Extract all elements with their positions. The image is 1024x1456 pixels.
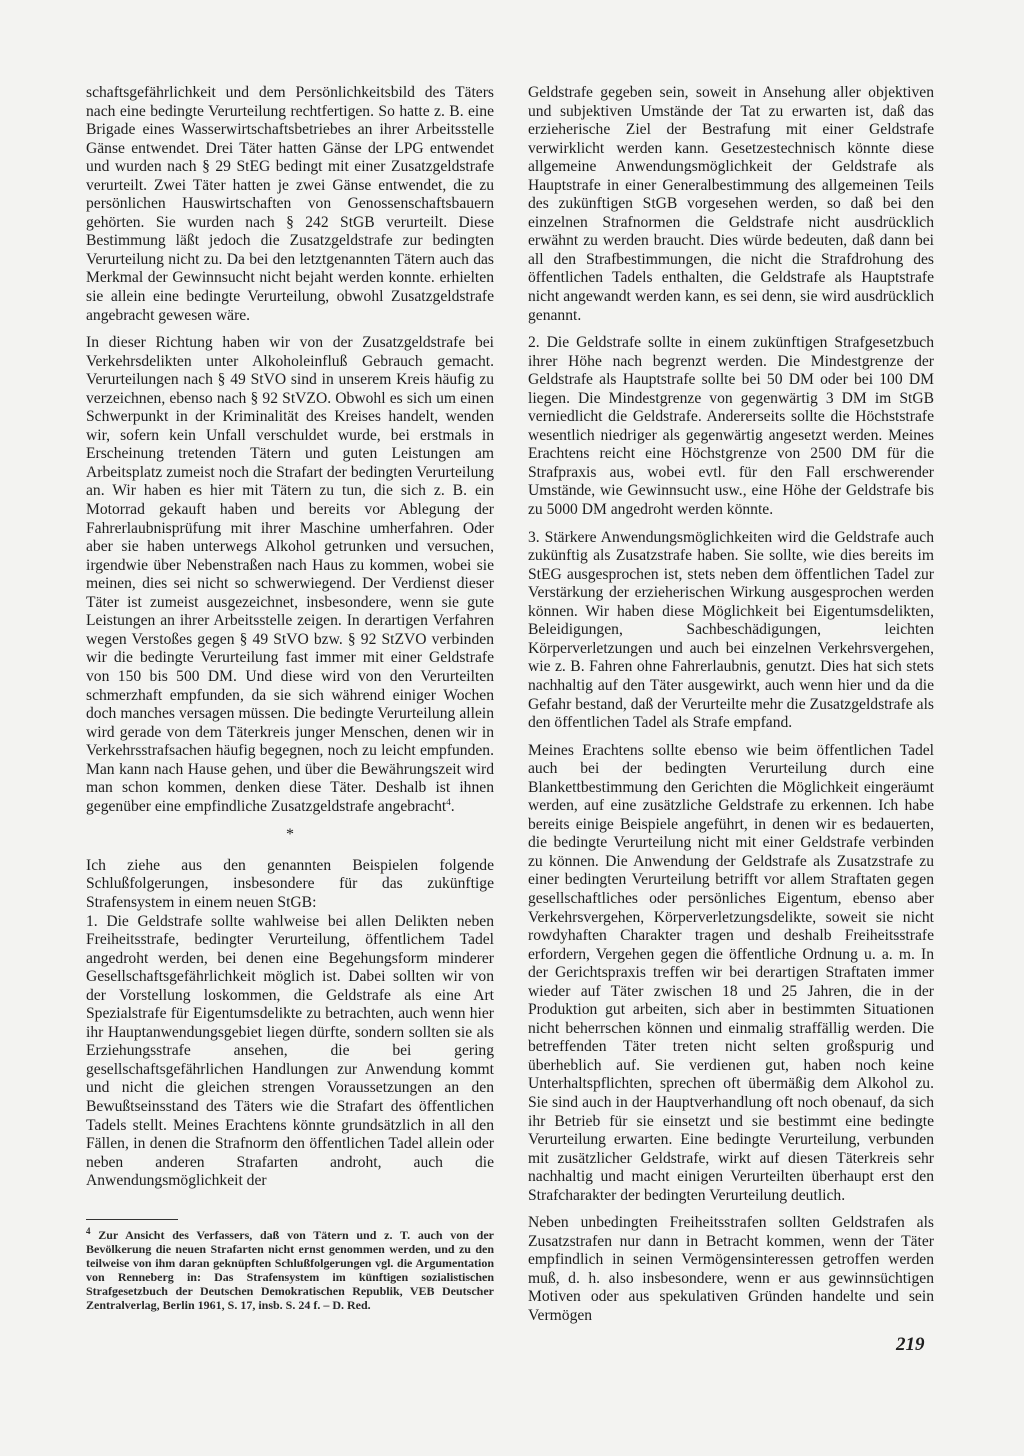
paragraph: 3. Stärkere Anwendungsmöglichkeiten wird die Geldstrafe auch zukünftig als Zusatzstrafe haben. Sie sollte, wie dies bereits im StEG ausgesprochen ist, stets neben dem öffentlichen Tadel zur Verstärkung der erzieherischen Wirkung ausgesprochen werden können. Wir haben diese Möglichkeit bei Eigentumsdelikten, Beleidigungen, Sachbeschädigungen, leichten Körperverletzungen und auch bei einzelnen Verkehrsvergehen, wie z. B. Fahren ohne Fahrerlaubnis, genutzt. Dies hat sich stets nachhaltig auf den Täter ausgewirkt, auch wenn hier und da die Gefahr bestand, daß der Verurteilte mehr die Zusatzgeldstrafe als den öffentlichen Tadel als Strafe empfand. <box>528 528 934 732</box>
left-column <box>86 84 494 1200</box>
paragraph: Neben unbedingten Freiheitsstrafen sollten Geldstrafen als Zusatzstrafen nur dann in Betracht kommen, wenn der Täter empfindlich in seinen Vermögensinteressen getroffen werden muß, d. h. also insbesondere, wenn er aus gewinnsüchtigen Motiven oder aus spekulativen Gründen handelte und sein Vermögen <box>528 1214 934 1324</box>
paragraph <box>86 334 494 816</box>
footnote-reference: 4 <box>446 796 451 807</box>
page-number: 219 <box>896 1334 925 1355</box>
footnote <box>86 1226 494 1312</box>
right-column <box>528 84 934 1335</box>
paragraph-end: . <box>450 797 455 815</box>
paragraph: Ich ziehe aus den genannten Beispielen folgende Schlußfolgerungen, insbesondere für das zukünftige Strafensystem in einem neuen StGB: <box>86 856 494 911</box>
footnote-divider <box>86 1219 178 1220</box>
paragraph: 1. Die Geldstrafe sollte wahlweise bei allen Delikten neben Freiheitsstrafe, bedingter Verurteilung, öffentlichem Tadel angedroht werden, bei denen eine Begehungsform minderer Gesellschaftsgefährlichkeit möglich ist. Dabei sollten wir von der Vorstellung loskommen, die Geldstrafe als eine Art Spezialstrafe für Eigentumsdelikte zu betrachten, auch wenn hier ihr Hauptanwendungsgebiet liegen dürfte, sondern sollten sie als Erziehungsstrafe ansehen, die bei gering gesellschaftsgefährlichen Handlungen zur Anwendung kommt und nicht die gleichen strengen Voraussetzungen an den Bewußtseinsstand des Täters wie die Strafart des öffentlichen Tadels stellt. Meines Erachtens könnte grundsätzlich in all den Fällen, in denen die Strafnorm den öffentlichen Tadel allein oder neben anderen Strafarten androht, auch die Anwendungsmöglichkeit der <box>86 912 494 1190</box>
section-separator: * <box>286 826 294 844</box>
paragraph-text: In dieser Richtung haben wir von der Zusatzgeldstrafe bei Verkehrsdelikten unter Alkoholeinfluß Gebrauch gemacht. Verurteilungen nach § 49 StVO sind in unserem Kreis häufig zu verzeichnen, ebenso nach § 92 StVZO. Obwohl es sich um einen Schwerpunkt in der Kriminalität des Kreises handelt, wenden wir, sofern kein Unfall verschuldet wurde, bei erstmals in Erscheinung tretenden Tätern und guten Leistungen am Arbeitsplatz zumeist noch die Strafart der bedingten Verurteilung an. Wir haben es hier mit Tätern zu tun, die sich z. B. ein Motorrad gekauft haben und bereits vor Ablegung der Fahrerlaubnisprüfung mit ihrer Maschine umherfahren. Oder aber sie haben unterwegs Alkohol getrunken und versuchen, irgendwie über Nebenstraßen nach Haus zu kommen, wobei sie meinen, dies sei nicht so schwerwiegend. Der Verdienst dieser Täter ist zumeist ausgezeichnet, insbesondere, wenn sie gute Leistungen an ihrer Arbeitsstelle zeigen. In derartigen Verfahren wegen Verstoßes gegen § 49 StVO bzw. § 92 StZVO verbinden wir die bedingte Verurteilung fast immer mit einer Geldstrafe von 150 bis 500 DM. Und diese wird von den Verurteilten schmerzhaft empfunden, da sie sich während einiger Wochen doch manches versagen müssen. Die bedingte Verurteilung allein wird gerade von dem Täterkreis junger Menschen, denen wir in Verkehrsstrafsachen häufig begegnen, noch zu leicht empfunden. Man kann nach Hause gehen, und über die Bewährungszeit wird man schon kommen, denken diese Täter. Deshalb ist ihnen gegenüber eine empfindliche Zusatzgeldstrafe angebracht <box>86 334 494 815</box>
paragraph: schaftsgefährlichkeit und dem Persönlichkeitsbild des Täters nach eine bedingte Verurteilung rechtfertigen. So hatte z. B. eine Brigade eines Wasserwirtschaftsbetriebes an ihrer Arbeitsstelle Gänse entwendet. Drei Täter hatten Gänse der LPG entwendet und wurden nach § 29 StEG bedingt mit einer Zusatzgeldstrafe verurteilt. Zwei Täter hatten je zwei Gänse entwendet, die zu persönlichen Hauswirtschaften von Genossenschaftsbauern gehörten. Sie wurden nach § 242 StGB verurteilt. Diese Bestimmung läßt jedoch die Zusatzgeldstrafe zur bedingten Verurteilung nicht zu. Da bei den letztgenannten Tätern auch das Merkmal der Gewinnsucht nicht bejaht werden konnte. erhielten sie allein eine bedingte Verurteilung, obwohl Zusatzgeldstrafe angebracht gewesen wäre. <box>86 84 494 324</box>
footnote-text: Zur Ansicht des Verfassers, daß von Tätern und z. T. auch von der Bevölkerung die neuen Strafarten nicht ernst genommen werden, und zu den teilweise von ihm daran geknüpften Schlußfolgerungen vgl. die Argumentation von Renneberg in: Das Strafensystem im künftigen sozialistischen Strafgesetzbuch der Deutschen Demokratischen Republik, VEB Deutscher Zentralverlag, Berlin 1961, S. 17, insb. S. 24 f. – D. Red. <box>86 1228 494 1312</box>
footnote-marker: 4 <box>86 1226 91 1236</box>
paragraph: 2. Die Geldstrafe sollte in einem zukünftigen Strafgesetzbuch ihrer Höhe nach begrenzt werden. Die Mindestgrenze der Geldstrafe als Hauptstrafe sollte bei 50 DM oder bei 100 DM liegen. Die Mindestgrenze von gegenwärtig 3 DM im StGB verniedlicht die Geldstrafe. Andererseits sollte die Höchststrafe wesentlich niedriger als gegenwärtig angesetzt werden. Meines Erachtens reicht eine Höchstgrenze von 2500 DM für die Strafpraxis aus, wobei evtl. für den Fall erschwerender Umstände, wie Gewinnsucht usw., eine Höhe der Geldstrafe bis zu 5000 DM angedroht werden könnte. <box>528 334 934 519</box>
paragraph: Meines Erachtens sollte ebenso wie beim öffentlichen Tadel auch bei der bedingten Verurteilung durch eine Blankettbestimmung den Gerichten die Möglichkeit eingeräumt werden, auf eine zusätzliche Geldstrafe zu erkennen. Ich habe bereits einige Beispiele angeführt, in denen wir es bedauerten, die bedingte Verurteilung nicht mit einer Geldstrafe verbinden zu können. Die Anwendung der Geldstrafe als Zusatzstrafe zu einer bedingten Verurteilung betrifft vor allem Straftaten gegen gesellschaftliches oder persönliches Eigentum, ebenso aber Verkehrsvergehen, Körperverletzungsdelikte, soweit sie nicht rowdyhaften Charakter tragen und deshalb Freiheitsstrafe erfordern, Vergehen gegen die öffentliche Ordnung u. a. m. In der Gerichtspraxis treffen wir bei derartigen Straftaten immer wieder auf Täter zwischen 18 und 25 Jahren, die in der Produktion gut arbeiten, sich aber in bestimmten Situationen nicht beherrschen können und einmalig straffällig werden. Die betreffenden Täter treten nicht selten großspurig und überheblich auf. Sie verdienen gut, haben noch keine Unterhaltspflichten, sprechen oft übermäßig dem Alkohol zu. Sie sind auch in der Hauptverhandlung oft noch obenauf, da sich ihr Betrieb für sie einsetzt und sie bestimmt eine bedingte Verurteilung erwarten. Eine bedingte Verurteilung, verbunden mit zusätzlicher Geldstrafe, wirkt auf diesen Täterkreis sehr nachhaltig und macht einigen Verurteilten überhaupt erst den Strafcharakter der bedingten Verurteilung deutlich. <box>528 741 934 1204</box>
paragraph: Geldstrafe gegeben sein, soweit in Ansehung aller objektiven und subjektiven Umstände der Tat zu erwarten ist, daß das erzieherische Ziel der Bestrafung mit einer Geldstrafe verwirklicht werden kann. Gesetzestechnisch könnte diese allgemeine Anwendungsmöglichkeit der Geldstrafe als Hauptstrafe in einer Generalbestimmung des allgemeinen Teils des zukünftigen StGB vorgesehen werden, so daß bei den einzelnen Strafnormen die Geldstrafe nicht ausdrücklich erwähnt zu werden braucht. Dies würde bedeuten, daß dann bei all den Strafbestimmungen, die nicht die Strafdrohung des öffentlichen Tadels enthalten, die Geldstrafe als Hauptstrafe nicht angewandt werden kann, es sei denn, sie wird ausdrücklich genannt. <box>528 84 934 324</box>
